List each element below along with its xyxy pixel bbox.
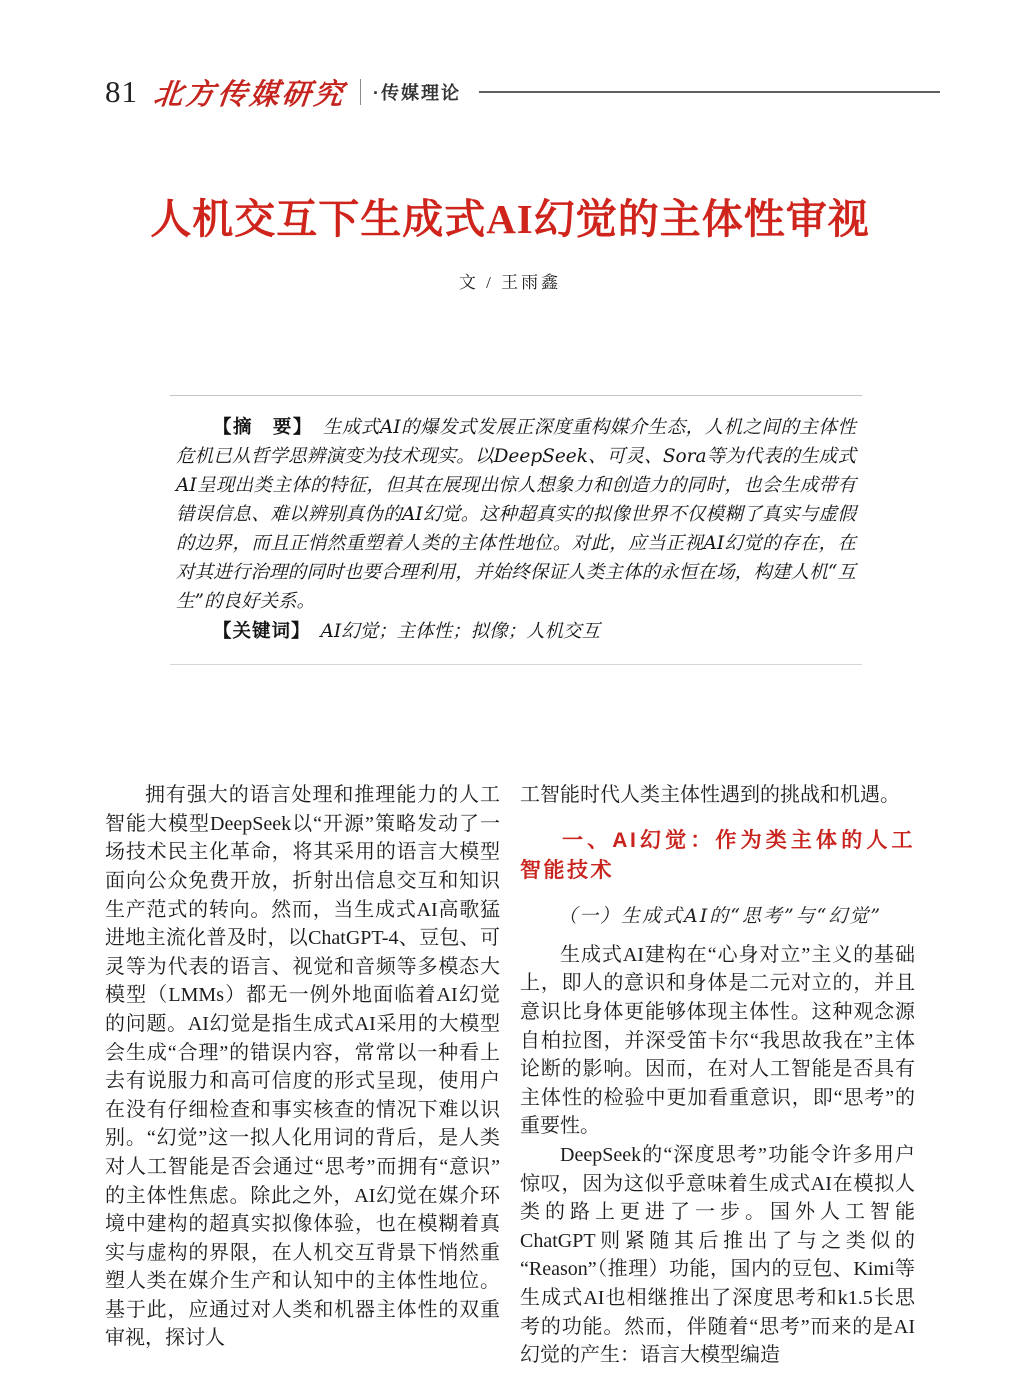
- keywords-paragraph: [176, 616, 856, 646]
- header-divider: [360, 79, 361, 105]
- abstract-label: 【摘 要】: [213, 416, 313, 438]
- subsection-heading: （一）生成式AI的“思考”与“幻觉”: [558, 904, 883, 927]
- body-paragraph-2: DeepSeek的“深度思考”功能令许多用户惊叹，因为这似乎意味着生成式AI在模拟人类的路上更进了一步。国外人工智能ChatGPT则紧随其后推出了与之类似的“Reason”（推理）功能，国内的豆包、Kimi等生成式AI也相继推出了深度思考和k1.5长思考的功能。然而，伴随着“思考”而来的是AI幻觉的产生：语言大模型编造: [520, 1143, 915, 1367]
- lead-paragraph: 工智能时代人类主体性遇到的挑战和机遇。: [520, 784, 900, 807]
- left-column: [105, 781, 500, 1370]
- article-byline: 文 / 王雨鑫: [458, 273, 562, 293]
- left-column-paragraph: 拥有强大的语言处理和推理能力的人工智能大模型DeepSeek以“开源”策略发动了一场技术民主化革命，将其采用的语言大模型面向公众免费开放，折射出信息交互和知识生产范式的转向。然而，当生成式AI高歌猛进地主流化普及时，以ChatGPT-4、豆包、可灵等为代表的语言、视觉和音频等多模态大模型（LMMs）都无一例外地面临着AI幻觉的问题。AI幻觉是指生成式AI采用的大模型会生成“合理”的错误内容，常常以一种看上去有说服力和高可信度的形式呈现，使用户在没有仔细检查和事实核查的情况下难以识别。“幻觉”这一拟人化用词的背后，是人类对人工智能是否会通过“思考”而拥有“意识”的主体性焦虑。除此之外，AI幻觉在媒介环境中建构的超真实拟像体验，也在模糊着真实与虚构的界限，在人机交互背景下悄然重塑人类在媒介生产和认知中的主体性地位。基于此，应通过对人类和机器主体性的双重审视，探讨人: [105, 784, 500, 1350]
- abstract-paragraph: [176, 412, 856, 616]
- article-title: 人机交互下生成式AI幻觉的主体性审视: [150, 196, 870, 242]
- keywords-label: 【关键词】: [213, 620, 311, 642]
- abstract-text: 生成式AI的爆发式发展正深度重构媒介生态，人机之间的主体性危机已从哲学思辨演变为技术现实。以DeepSeek、可灵、Sora等为代表的生成式AI呈现出类主体的特征，但其在展现出惊人想象力和创造力的同时，也会生成带有错误信息、难以辨别真伪的AI幻觉。这种超真实的拟像世界不仅模糊了真实与虚假的边界，而且正悄然重塑着人类的主体性地位。对此，应当正视AI幻觉的存在，在对其进行治理的同时也要合理利用，并始终保证人类主体的永恒在场，构建人机“互生”的良好关系。: [176, 417, 856, 613]
- right-column: [520, 781, 915, 1370]
- abstract-block: [170, 395, 862, 665]
- body-paragraph-1: 生成式AI建构在“心身对立”主义的基础上，即人的意识和身体是二元对立的，并且意识比身体更能够体现主体性。这种观念源自柏拉图，并深受笛卡尔“我思故我在”主体论断的影响。因而，在对人工智能是否具有主体性的检验中更加看重意识，即“思考”的重要性。: [520, 943, 915, 1138]
- section-tag: ·传媒理论: [373, 83, 462, 103]
- page-header: [105, 75, 940, 109]
- header-rule: [479, 91, 940, 93]
- body-columns: [105, 781, 915, 1370]
- journal-logo: 北方传媒研究: [152, 76, 348, 111]
- section-heading: 一、AI幻觉：作为类主体的人工智能技术: [520, 828, 915, 882]
- page-number: 81: [105, 74, 138, 109]
- keywords-text: AI幻觉；主体性；拟像；人机交互: [320, 621, 601, 643]
